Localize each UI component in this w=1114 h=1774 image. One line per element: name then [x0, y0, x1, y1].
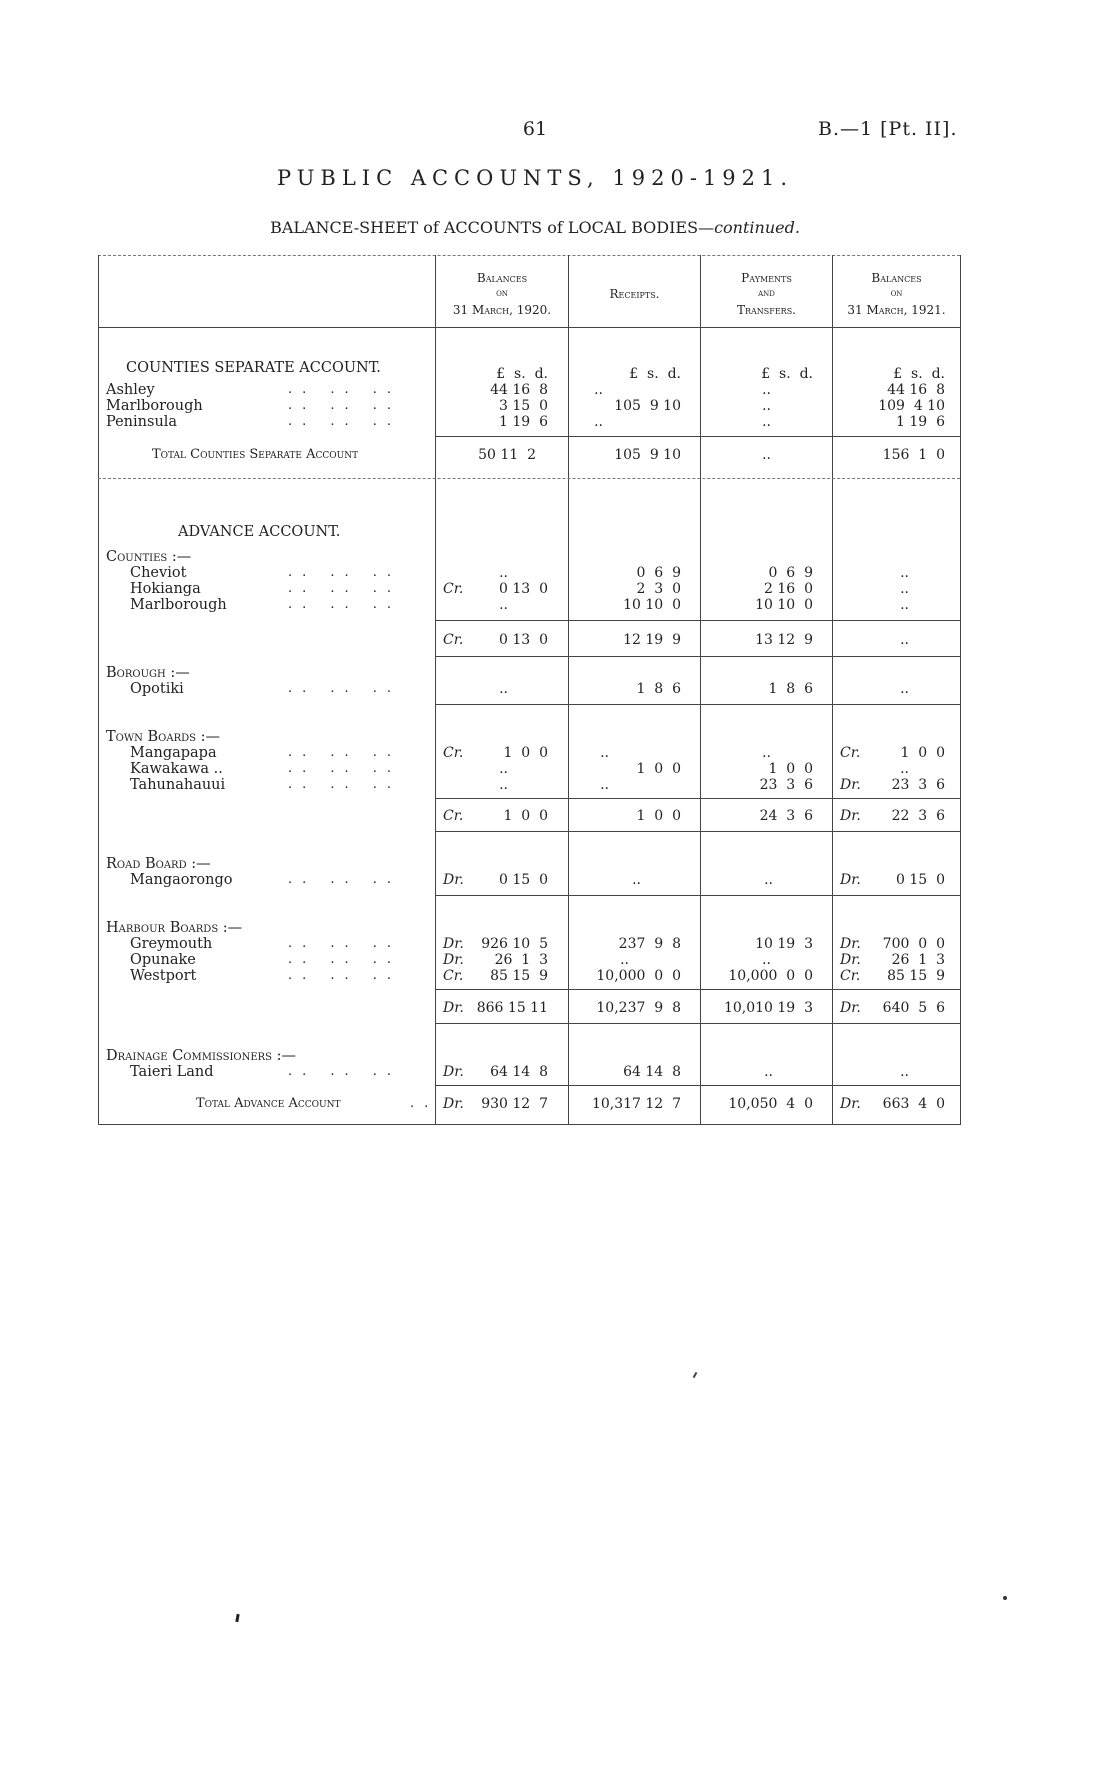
cell-c1: 0 15 0: [499, 872, 548, 888]
group-label-counties: Counties :—: [106, 549, 192, 565]
subtotal-rule: [435, 1085, 960, 1086]
cell-c4: ..: [900, 1064, 909, 1080]
cell-c3: 10,010 19 3: [723, 1000, 813, 1016]
header-line: on: [890, 288, 903, 299]
dr-prefix: Dr.: [840, 777, 861, 793]
header-line: on: [496, 288, 508, 299]
total-label: Total Advance Account: [196, 1096, 341, 1111]
group-label-borough: Borough :—: [106, 665, 190, 681]
dr-prefix: Dr.: [840, 872, 861, 888]
dr-prefix: Dr.: [443, 1000, 464, 1016]
cell-c1: 1 19 6: [499, 414, 548, 430]
group-label-drainage: Drainage Commissioners :—: [106, 1048, 297, 1064]
cell-c3: 24 3 6: [759, 808, 813, 824]
cell-c3: 2 16 0: [764, 581, 813, 597]
group-label-harbour-boards: Harbour Boards :—: [106, 920, 243, 936]
cell-c2: 10,237 9 8: [596, 1000, 681, 1016]
cell-c2: ..: [620, 952, 629, 968]
cell-c3: 10,050 4 0: [728, 1096, 813, 1112]
table-right-border: [960, 255, 961, 1125]
group-label-road-board: Road Board :—: [106, 856, 211, 872]
dr-prefix: Dr.: [443, 936, 464, 952]
units-col4: £ s. d.: [893, 366, 945, 382]
cell-c1: 0 13 0: [499, 581, 548, 597]
cell-c3: ..: [762, 447, 771, 463]
cell-c3: 1 8 6: [768, 681, 813, 697]
group-rule: [435, 704, 960, 705]
cell-c2: 12 19 9: [623, 632, 681, 648]
group-rule: [435, 895, 960, 896]
cell-c4: 700 0 0: [882, 936, 945, 952]
cell-c1: ..: [499, 597, 508, 613]
header-balances-1921: [833, 270, 960, 318]
cell-c2: ..: [600, 745, 609, 761]
cell-c2: 105 9 10: [614, 447, 681, 463]
cr-prefix: Cr.: [443, 632, 464, 648]
page-subtitle: [0, 218, 1070, 237]
cell-c2: ..: [600, 777, 609, 793]
row-label: Westport: [130, 968, 197, 984]
row-label: Mangapapa: [130, 745, 217, 761]
cell-c3: ..: [762, 398, 771, 414]
cell-c4: 156 1 0: [882, 447, 945, 463]
cr-prefix: Cr.: [840, 968, 861, 984]
table-bottom-rule: [98, 1124, 960, 1125]
cell-c4: 0 15 0: [896, 872, 945, 888]
cell-c4: ..: [900, 565, 909, 581]
total-label: Total Counties Separate Account: [152, 447, 359, 462]
cell-c2: 1 0 0: [636, 761, 681, 777]
dr-prefix: Dr.: [840, 1096, 861, 1112]
cell-c2: ..: [594, 414, 603, 430]
section-heading-counties-separate: COUNTIES SEPARATE ACCOUNT.: [126, 360, 381, 376]
page-title: PUBLIC ACCOUNTS, 1920-1921.: [276, 166, 794, 190]
leader-dots: .. .. ..: [288, 581, 402, 596]
cell-c2: ..: [632, 872, 641, 888]
cell-c4: 1 0 0: [900, 745, 945, 761]
cell-c3: 10 19 3: [755, 936, 813, 952]
cell-c2: 0 6 9: [636, 565, 681, 581]
cell-c4: 85 15 9: [887, 968, 945, 984]
scan-speck: [693, 1372, 698, 1378]
cell-c1: ..: [499, 761, 508, 777]
header-rule: [98, 327, 960, 328]
leader-dots: .. .. ..: [288, 1064, 402, 1079]
cell-c2: 64 14 8: [623, 1064, 681, 1080]
dr-prefix: Dr.: [443, 872, 464, 888]
cell-c3: 10 10 0: [755, 597, 813, 613]
scan-speck: [1003, 1596, 1007, 1600]
cell-c4: 109 4 10: [878, 398, 945, 414]
header-line: 31 March, 1920.: [452, 303, 552, 317]
subtotal-rule: [435, 798, 960, 799]
leader-dots: .. .. ..: [288, 382, 402, 397]
cell-c1: 866 15 11: [476, 1000, 548, 1016]
cell-c3: ..: [762, 745, 771, 761]
cr-prefix: Cr.: [840, 745, 861, 761]
header-line: 31 March, 1921.: [847, 303, 946, 317]
cell-c1: 1 0 0: [503, 745, 548, 761]
leader-dots: .. .. ..: [288, 872, 402, 887]
cell-c3: ..: [762, 414, 771, 430]
cell-c2: 1 8 6: [636, 681, 681, 697]
row-label: Hokianga: [130, 581, 201, 597]
cell-c2: 237 9 8: [618, 936, 681, 952]
cell-c1: 50 11 2: [478, 447, 536, 463]
row-label: Cheviot: [130, 565, 187, 581]
cell-c2: 10,000 0 0: [596, 968, 681, 984]
cell-c4: 663 4 0: [882, 1096, 945, 1112]
header-line: and: [758, 288, 775, 299]
cell-c3: 23 3 6: [759, 777, 813, 793]
cell-c2: 10 10 0: [623, 597, 681, 613]
leader-dots: .. .. ..: [288, 952, 402, 967]
cell-c4: ..: [900, 681, 909, 697]
cell-c4: ..: [900, 597, 909, 613]
units-col3: £ s. d.: [761, 366, 813, 382]
dr-prefix: Dr.: [840, 936, 861, 952]
row-label: Opotiki: [130, 681, 184, 697]
leader-dots: .. .. ..: [288, 681, 402, 696]
subtotal-rule: [435, 620, 960, 621]
cell-c3: ..: [762, 952, 771, 968]
cell-c4: 1 19 6: [896, 414, 945, 430]
cell-c1: 926 10 5: [481, 936, 548, 952]
units-col1: £ s. d.: [496, 366, 548, 382]
cell-c1: 0 13 0: [499, 632, 548, 648]
leader-dots: .. .. ..: [288, 936, 402, 951]
cell-c3: 0 6 9: [768, 565, 813, 581]
subtitle-italic: continued.: [714, 218, 800, 237]
cell-c2: 2 3 0: [636, 581, 681, 597]
cell-c3: 10,000 0 0: [728, 968, 813, 984]
header-line: Payments: [741, 271, 792, 285]
cell-c1: ..: [499, 565, 508, 581]
header-line: Transfers.: [737, 303, 796, 317]
group-rule: [435, 831, 960, 832]
cell-c4: 26 1 3: [891, 952, 945, 968]
header-line: Balances: [476, 271, 528, 285]
group-rule: [435, 656, 960, 657]
header-payments-transfers: [701, 270, 832, 318]
table-left-border: [98, 255, 99, 1125]
row-label: Taieri Land: [130, 1064, 214, 1080]
cell-c1: 26 1 3: [494, 952, 548, 968]
leader-dots: .. .. ..: [288, 761, 402, 776]
row-label: Tahunahauui: [130, 777, 226, 793]
leader-dots: .. .. ..: [288, 968, 402, 983]
dr-prefix: Dr.: [443, 952, 464, 968]
cell-c2: 1 0 0: [636, 808, 681, 824]
document-reference: B.—1 [Pt. II].: [818, 118, 958, 140]
cell-c1: 44 16 8: [490, 382, 548, 398]
subtitle-main: BALANCE-SHEET of ACCOUNTS of LOCAL BODIES—: [270, 218, 715, 237]
cell-c4: ..: [900, 632, 909, 648]
cell-c2: 10,317 12 7: [591, 1096, 681, 1112]
cell-c4: 23 3 6: [891, 777, 945, 793]
table-top-rule: [98, 255, 960, 256]
subtotal-rule: [435, 989, 960, 990]
cell-c3: 1 0 0: [768, 761, 813, 777]
row-label: Peninsula: [106, 414, 178, 430]
header-balances-1920: [436, 270, 568, 318]
cell-c1: 1 0 0: [503, 808, 548, 824]
row-label: Marlborough: [130, 597, 227, 613]
cell-c4: 22 3 6: [891, 808, 945, 824]
header-line: Balances: [871, 271, 922, 285]
cell-c1: 64 14 8: [490, 1064, 548, 1080]
cell-c4: 44 16 8: [887, 382, 945, 398]
cr-prefix: Cr.: [443, 968, 464, 984]
cell-c1: ..: [499, 777, 508, 793]
dr-prefix: Dr.: [443, 1064, 464, 1080]
leader-dots: .. .. ..: [288, 398, 402, 413]
cell-c1: ..: [499, 681, 508, 697]
header-line: Receipts.: [609, 287, 660, 301]
units-col2: £ s. d.: [629, 366, 681, 382]
dr-prefix: Dr.: [840, 952, 861, 968]
scan-speck: [235, 1614, 239, 1622]
cell-c3: ..: [764, 1064, 773, 1080]
row-label: Greymouth: [130, 936, 213, 952]
cell-c2: ..: [594, 382, 603, 398]
row-label: Ashley: [106, 382, 155, 398]
cell-c1: 930 12 7: [481, 1096, 548, 1112]
leader-dots: .. .. ..: [288, 414, 402, 429]
group-rule: [435, 1023, 960, 1024]
subtotal-rule: [435, 436, 960, 437]
cell-c4: 640 5 6: [882, 1000, 945, 1016]
cell-c3: ..: [762, 382, 771, 398]
cell-c3: ..: [764, 872, 773, 888]
cr-prefix: Cr.: [443, 745, 464, 761]
header-receipts: [569, 286, 700, 302]
dr-prefix: Dr.: [443, 1096, 464, 1112]
cell-c4: ..: [900, 581, 909, 597]
cr-prefix: Cr.: [443, 808, 464, 824]
cell-c1: 85 15 9: [490, 968, 548, 984]
cell-c2: 105 9 10: [614, 398, 681, 414]
section-heading-advance: ADVANCE ACCOUNT.: [178, 524, 341, 540]
leader-dots: .. .. ..: [288, 597, 402, 612]
row-label: Opunake: [130, 952, 196, 968]
cell-c1: 3 15 0: [499, 398, 548, 414]
page-number: 61: [522, 118, 548, 140]
group-label-town-boards: Town Boards :—: [106, 729, 220, 745]
row-label: Kawakawa ..: [130, 761, 223, 777]
leader-dots: .. .. ..: [288, 777, 402, 792]
leader-dots: .. .. ..: [288, 745, 402, 760]
cell-c3: 13 12 9: [755, 632, 813, 648]
row-label: Mangaorongo: [130, 872, 233, 888]
row-label: Marlborough: [106, 398, 203, 414]
dr-prefix: Dr.: [840, 808, 861, 824]
cell-c4: ..: [900, 761, 909, 777]
dr-prefix: Dr.: [840, 1000, 861, 1016]
leader-dots: ..: [410, 1096, 439, 1111]
cr-prefix: Cr.: [443, 581, 464, 597]
section-rule: [98, 478, 960, 479]
leader-dots: .. .. ..: [288, 565, 402, 580]
